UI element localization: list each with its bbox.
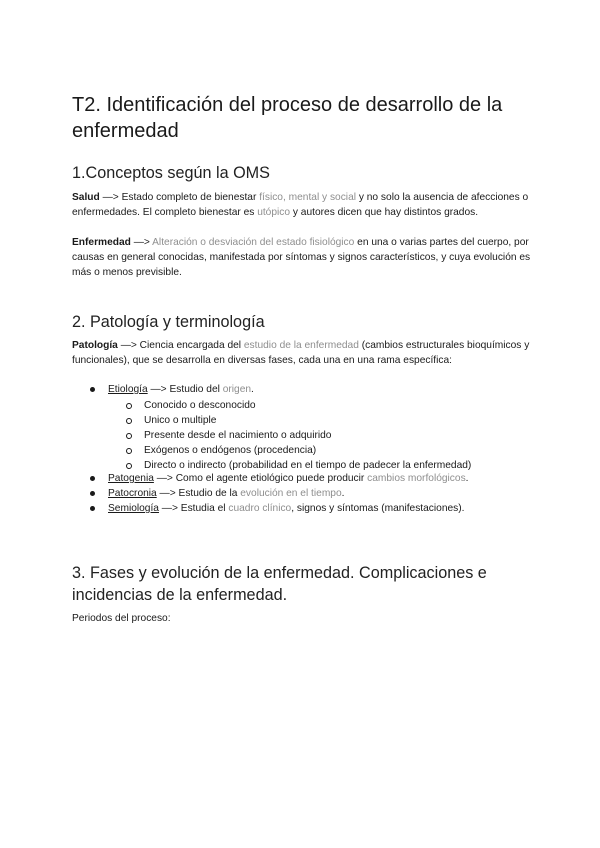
highlight-text: cuadro clínico xyxy=(228,503,292,514)
term-etiologia: Etiología xyxy=(108,384,148,395)
bullet-icon xyxy=(90,476,95,481)
highlight-text: físico, mental y social xyxy=(259,192,357,203)
highlight-text: Alteración o desviación del estado fisiológico xyxy=(152,237,355,248)
text: Estado completo de bienestar xyxy=(121,192,260,203)
highlight-text: evolución en el tiempo xyxy=(240,488,342,499)
term-patogenia: Patogenia xyxy=(108,473,154,484)
list-item xyxy=(144,428,564,443)
arrow: —> xyxy=(156,488,179,499)
circle-bullet-icon xyxy=(126,448,132,454)
arrow: —> xyxy=(147,384,170,395)
page-title: T2. Identificación del proceso de desarrollo de la enfermedad xyxy=(72,94,503,142)
bullet-list xyxy=(108,382,538,397)
text: Ciencia encargada del xyxy=(139,340,244,351)
highlight-text: origen xyxy=(222,384,252,395)
text: . xyxy=(465,473,469,484)
text: Estudio de la xyxy=(178,488,241,499)
patologia-definition xyxy=(72,338,532,368)
list-item-semiologia xyxy=(108,501,538,516)
text: y no solo la ausencia de afecciones o enfermedades. El completo bienestar es xyxy=(72,192,529,218)
circle-bullet-icon xyxy=(126,418,132,424)
circle-bullet-icon xyxy=(126,433,132,439)
list-item xyxy=(144,398,564,413)
periodos-subtitle: Periodos del proceso: xyxy=(72,613,171,624)
subitem-text: Conocido o desconocido xyxy=(144,400,256,411)
arrow: —> xyxy=(130,237,153,248)
highlight-text: estudio de la enfermedad xyxy=(243,340,359,351)
term-patocronia: Patocronia xyxy=(108,488,157,499)
arrow: —> xyxy=(153,473,176,484)
text: , signos y síntomas (manifestaciones). xyxy=(291,503,465,514)
list-item xyxy=(144,443,564,458)
enfermedad-definition xyxy=(72,235,532,280)
text: Estudia el xyxy=(180,503,229,514)
list-item-etiologia xyxy=(108,382,538,397)
text: . xyxy=(251,384,254,395)
text: . xyxy=(341,488,345,499)
subitem-text: Directo o indirecto (probabilidad en el tiempo de padecer la enfermedad) xyxy=(144,460,472,471)
arrow: —> xyxy=(99,192,122,203)
salud-term: Salud xyxy=(72,192,100,203)
section1-heading: 1.Conceptos según la OMS xyxy=(72,164,270,182)
salud-definition xyxy=(72,190,532,220)
circle-bullet-icon xyxy=(126,403,132,409)
etiologia-sublist xyxy=(144,398,564,473)
subitem-text: Exógenos o endógenos (procedencia) xyxy=(144,445,317,456)
circle-bullet-icon xyxy=(126,463,132,469)
bullet-list xyxy=(108,471,538,516)
text: (cambios estructurales bioquímicos y funcionales), que se desarrolla en diversas fases, cada una en una rama específica: xyxy=(72,340,530,366)
section2-heading: 2. Patología y terminología xyxy=(72,313,265,331)
subitem-text: Presente desde el nacimiento o adquirido xyxy=(144,430,332,441)
list-item-patocronia xyxy=(108,486,538,501)
text: Como el agente etiológico puede producir xyxy=(175,473,368,484)
section3-heading: 3. Fases y evolución de la enfermedad. Complicaciones e incidencias de la enfermedad. xyxy=(72,564,487,604)
text: en una o varias partes del cuerpo, por causas en general conocidas, manifestada por síntomas y signos característicos, y cuya evolución es más o menos previsible. xyxy=(72,237,531,278)
term-semiologia: Semiología xyxy=(108,503,159,514)
text: Estudio del xyxy=(169,384,223,395)
subitem-text: Unico o multiple xyxy=(144,415,217,426)
bullet-icon xyxy=(90,387,95,392)
patologia-term: Patología xyxy=(72,340,118,351)
highlight-text: utópico xyxy=(257,207,291,218)
highlight-text: cambios morfológicos xyxy=(367,473,466,484)
arrow: —> xyxy=(117,340,140,351)
bullet-icon xyxy=(90,491,95,496)
text: y autores dicen que hay distintos grados. xyxy=(290,207,479,218)
bullet-icon xyxy=(90,506,95,511)
enfermedad-term: Enfermedad xyxy=(72,237,131,248)
list-item-patogenia xyxy=(108,471,538,486)
arrow: —> xyxy=(158,503,181,514)
list-item xyxy=(144,413,564,428)
